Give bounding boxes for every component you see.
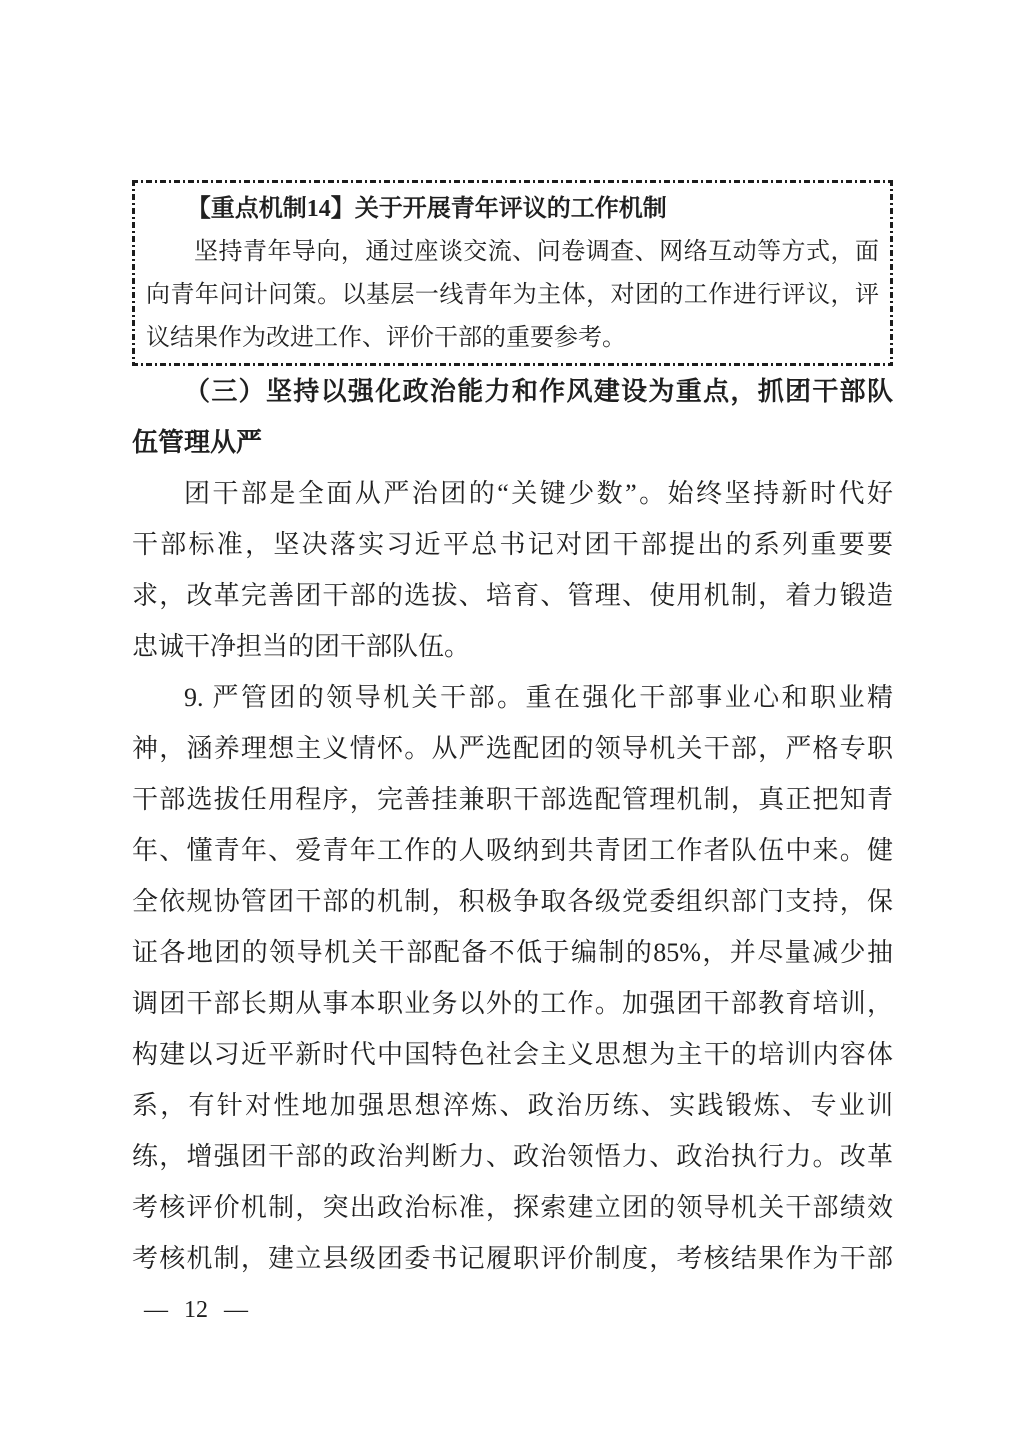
body-line: 干部选拔任用程序，完善挂兼职干部选配管理机制，真正把知青 [132, 785, 893, 814]
mechanism-box-line: 议结果作为改进工作、评价干部的重要参考。 [146, 325, 626, 351]
body-line: 忠诚干净担当的团干部队伍。 [132, 632, 471, 661]
body-line: 证各地团的领导机关干部配备不低于编制的85%，并尽量减少抽 [132, 938, 893, 967]
body-line: 构建以习近平新时代中国特色社会主义思想为主干的培训内容体 [132, 1040, 893, 1069]
body-line: 9. 严管团的领导机关干部。重在强化干部事业心和职业精 [184, 683, 893, 712]
mechanism-box [132, 180, 893, 366]
body-line: 求，改革完善团干部的选拔、培育、管理、使用机制，着力锻造 [132, 581, 893, 610]
section-heading-line: 伍管理从严 [132, 428, 263, 457]
body-line: 干部标准，坚决落实习近平总书记对团干部提出的系列重要要 [132, 530, 893, 559]
body-line: 调团干部长期从事本职业务以外的工作。加强团干部教育培训， [132, 989, 893, 1018]
section-heading-line: （三）坚持以强化政治能力和作风建设为重点，抓团干部队 [184, 377, 893, 406]
body-line: 练，增强团干部的政治判断力、政治领悟力、政治执行力。改革 [132, 1142, 893, 1171]
body-line: 全依规协管团干部的机制，积极争取各级党委组织部门支持，保 [132, 887, 893, 916]
body-line: 团干部是全面从严治团的“关键少数”。始终坚持新时代好 [184, 479, 893, 508]
body-line: 神，涵养理想主义情怀。从严选配团的领导机关干部，严格专职 [132, 734, 893, 763]
body-line: 考核评价机制，突出政治标准，探索建立团的领导机关干部绩效 [132, 1193, 893, 1222]
page-number: — 12 — [144, 1297, 248, 1323]
mechanism-box-title: 【重点机制14】关于开展青年评议的工作机制 [186, 196, 667, 222]
mechanism-box-line: 向青年问计问策。以基层一线青年为主体，对团的工作进行评议，评 [146, 282, 879, 308]
document-body [132, 366, 893, 1284]
body-line: 年、懂青年、爱青年工作的人吸纳到共青团工作者队伍中来。健 [132, 836, 893, 865]
body-line: 考核机制，建立县级团委书记履职评价制度，考核结果作为干部 [132, 1244, 893, 1273]
body-line: 系，有针对性地加强思想淬炼、政治历练、实践锻炼、专业训 [132, 1091, 893, 1120]
mechanism-box-line: 坚持青年导向，通过座谈交流、问卷调查、网络互动等方式，面 [194, 239, 879, 265]
